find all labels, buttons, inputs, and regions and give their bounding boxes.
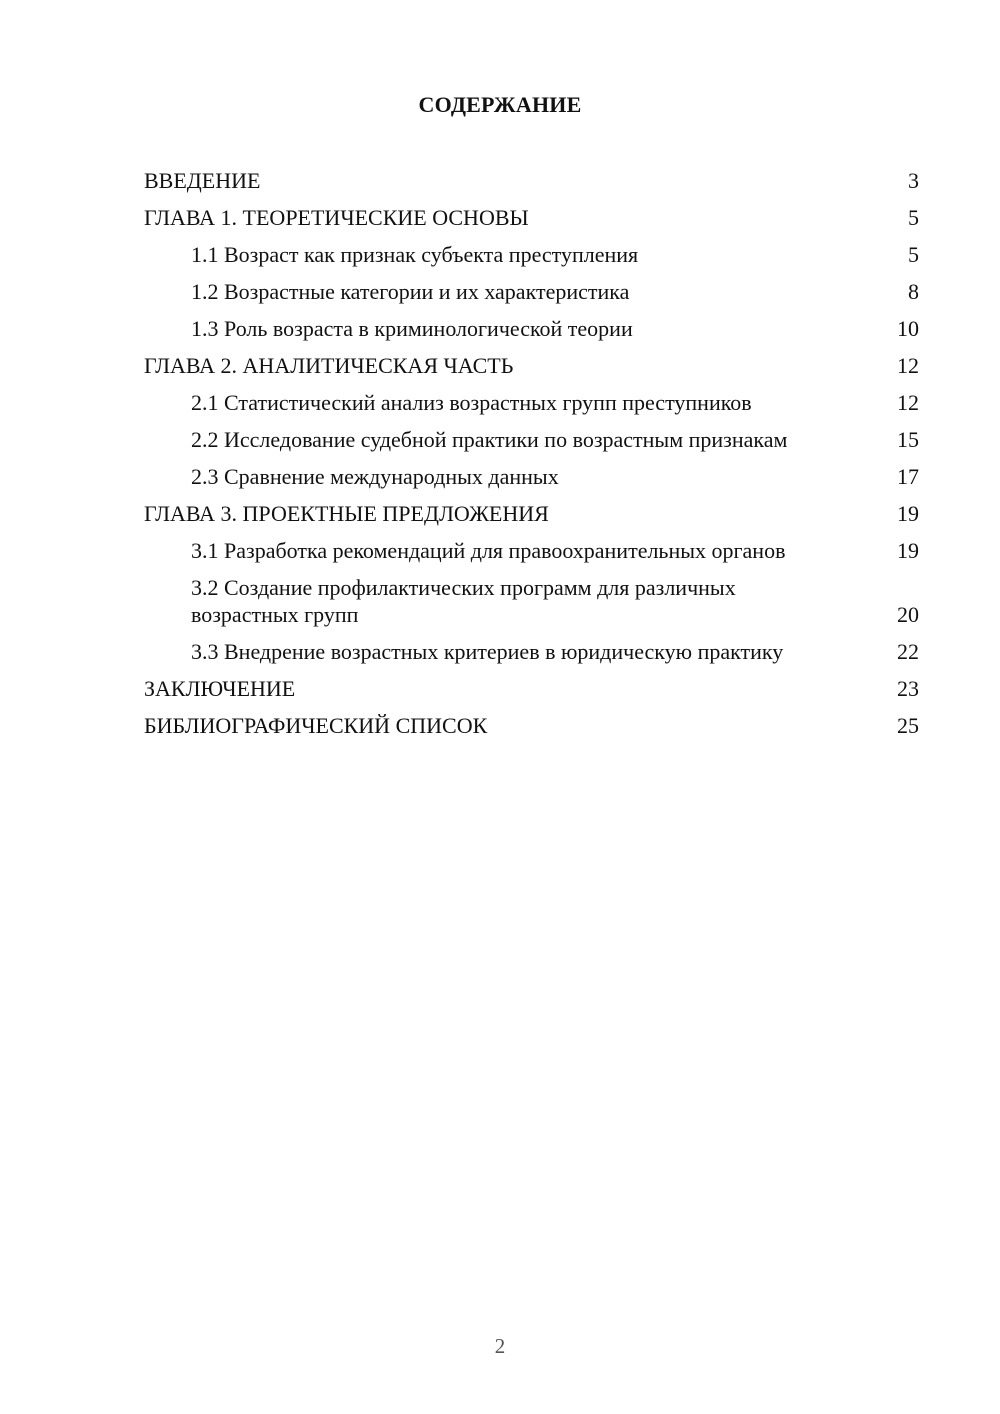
toc-entry-conclusion xyxy=(144,675,919,702)
toc-entry-title: ГЛАВА 1. ТЕОРЕТИЧЕСКИЕ ОСНОВЫ xyxy=(144,205,529,230)
toc-entry-title: 3.1 Разработка рекомендаций для правоохранительных органов xyxy=(191,538,786,563)
toc-entry-title: ЗАКЛЮЧЕНИЕ xyxy=(144,676,296,701)
toc-entry-bibliography xyxy=(144,712,919,739)
toc-entry-title: ГЛАВА 2. АНАЛИТИЧЕСКАЯ ЧАСТЬ xyxy=(144,353,514,378)
toc-entry-title: ВВЕДЕНИЕ xyxy=(144,168,261,193)
toc-entry-page: 23 xyxy=(897,676,919,701)
toc-entry-page: 17 xyxy=(897,464,919,489)
toc-entry-title: 3.2 Создание профилактических программ для различных возрастных групп xyxy=(191,575,736,627)
toc-entry-section-1-1 xyxy=(144,241,919,268)
toc-entry-title: 3.3 Внедрение возрастных критериев в юридическую практику xyxy=(191,639,784,664)
toc-entry-title: 1.1 Возраст как признак субъекта преступления xyxy=(191,242,639,267)
toc-entry-section-1-2 xyxy=(144,278,919,305)
page-title: СОДЕРЖАНИЕ xyxy=(418,92,582,117)
toc-entry-title: 1.2 Возрастные категории и их характеристика xyxy=(191,279,630,304)
toc-entry-page: 3 xyxy=(908,168,919,193)
page-number: 2 xyxy=(494,1334,506,1358)
toc-entry-section-1-3 xyxy=(144,315,919,342)
toc-entry-title: ГЛАВА 3. ПРОЕКТНЫЕ ПРЕДЛОЖЕНИЯ xyxy=(144,501,549,526)
toc-entry-section-2-2 xyxy=(144,426,919,453)
toc-entry-title: 2.2 Исследование судебной практики по возрастным признакам xyxy=(191,427,788,452)
toc-entry-title: БИБЛИОГРАФИЧЕСКИЙ СПИСОК xyxy=(144,713,488,738)
toc-entry-chapter-3 xyxy=(144,500,919,527)
toc-entry-section-3-3 xyxy=(144,638,919,665)
toc-entry-title: 1.3 Роль возраста в криминологической теории xyxy=(191,316,633,341)
toc-entry-page: 20 xyxy=(897,602,919,627)
toc-entry-title: 2.3 Сравнение международных данных xyxy=(191,464,559,489)
toc-entry-page: 12 xyxy=(897,353,919,378)
toc-entry-page: 25 xyxy=(897,713,919,738)
toc-entry-section-2-1 xyxy=(144,389,919,416)
toc-entry-page: 10 xyxy=(897,316,919,341)
toc-entry-page: 12 xyxy=(897,390,919,415)
toc-entry-title: 2.1 Статистический анализ возрастных групп преступников xyxy=(191,390,752,415)
toc-entry-section-2-3 xyxy=(144,463,919,490)
toc-entry-section-3-2 xyxy=(144,574,919,628)
toc-entry-page: 5 xyxy=(908,205,919,230)
toc-entry-page: 19 xyxy=(897,501,919,526)
toc-entry-page: 22 xyxy=(897,639,919,664)
toc-entry-page: 15 xyxy=(897,427,919,452)
toc-entry-introduction xyxy=(144,167,919,194)
table-of-contents xyxy=(144,167,919,749)
toc-entry-page: 5 xyxy=(908,242,919,267)
toc-entry-chapter-2 xyxy=(144,352,919,379)
toc-entry-page: 19 xyxy=(897,538,919,563)
toc-entry-chapter-1 xyxy=(144,204,919,231)
toc-entry-page: 8 xyxy=(908,279,919,304)
toc-entry-section-3-1 xyxy=(144,537,919,564)
